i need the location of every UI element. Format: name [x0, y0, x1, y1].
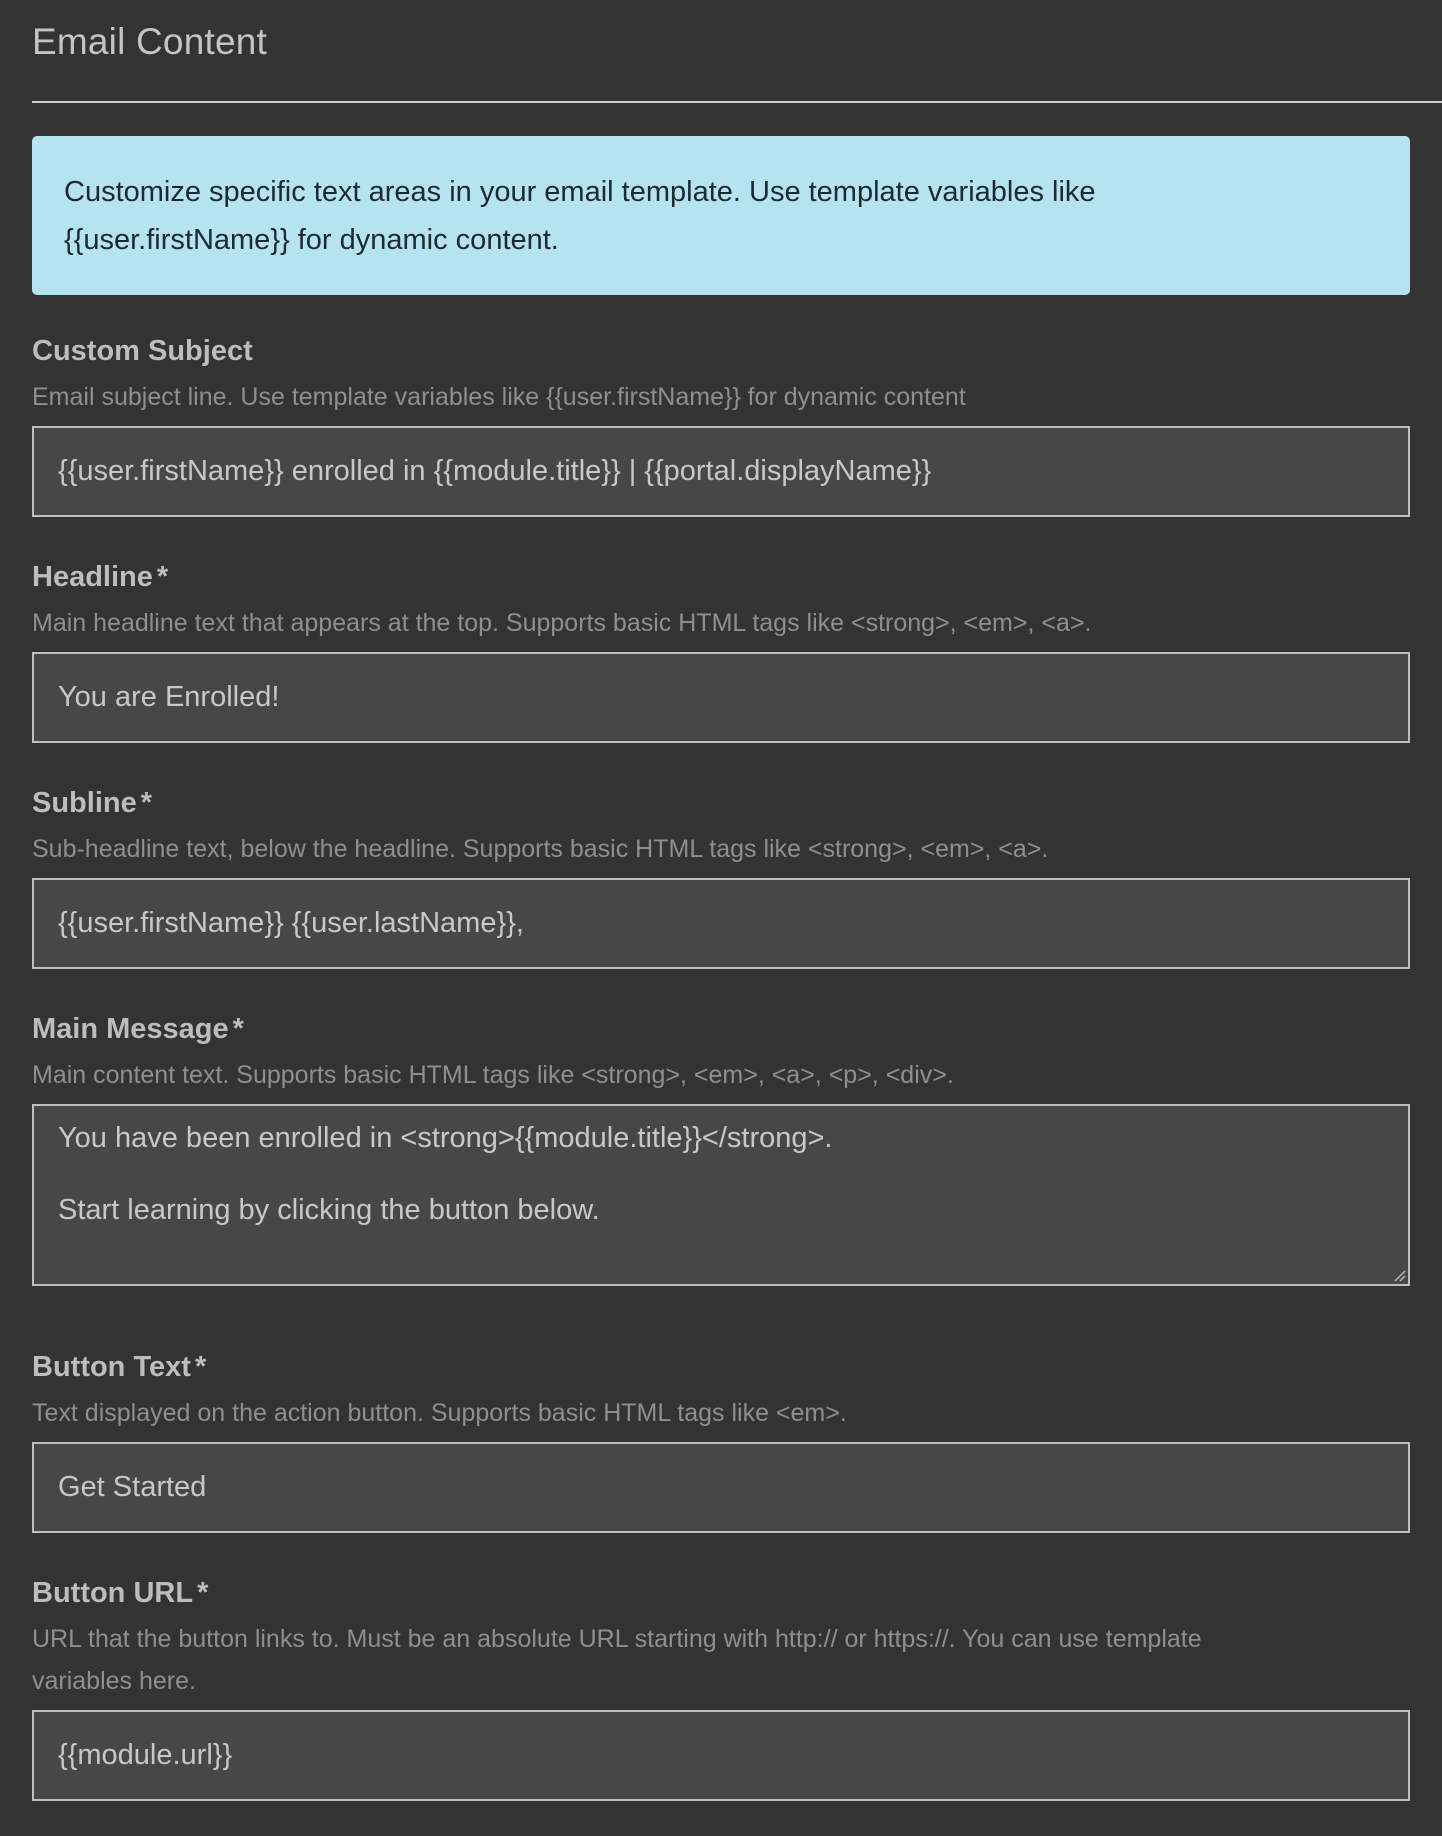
- custom-subject-help: Email subject line. Use template variables like {{user.firstName}} for dynamic content: [32, 383, 966, 411]
- resize-handle-icon[interactable]: [1392, 1268, 1406, 1282]
- button-text-help: Text displayed on the action button. Supports basic HTML tags like <em>.: [32, 1399, 847, 1427]
- button-url-field: [32, 1573, 1410, 1801]
- main-message-line-1: You have been enrolled in <strong>{{module.title}}</strong>.: [58, 1122, 833, 1154]
- custom-subject-label: Custom Subject: [32, 335, 253, 367]
- section-divider: [32, 101, 1442, 103]
- main-message-label: Main Message: [32, 1013, 229, 1045]
- main-message-help: Main content text. Supports basic HTML tags like <strong>, <em>, <a>, <p>, <div>.: [32, 1061, 954, 1089]
- subline-label: Subline: [32, 787, 137, 819]
- headline-help: Main headline text that appears at the top. Supports basic HTML tags like <strong>, <em>, <a>.: [32, 609, 1092, 637]
- button-text-field: [32, 1347, 1410, 1533]
- headline-label: Headline: [32, 561, 153, 593]
- subline-input[interactable]: {{user.firstName}} {{user.lastName}},: [32, 878, 1410, 969]
- custom-subject-field: [32, 331, 1410, 517]
- button-text-label: Button Text: [32, 1351, 191, 1383]
- button-url-help-line-2: variables here.: [32, 1667, 196, 1695]
- main-message-line-2: Start learning by clicking the button below.: [58, 1194, 600, 1226]
- button-url-input[interactable]: {{module.url}}: [32, 1710, 1410, 1801]
- button-url-help-line-1: URL that the button links to. Must be an absolute URL starting with http:// or https://. You can use template: [32, 1625, 1202, 1653]
- info-text-line-1: Customize specific text areas in your email template. Use template variables like: [64, 176, 1096, 208]
- required-marker: *: [140, 787, 153, 819]
- required-marker: *: [194, 1351, 207, 1383]
- subline-field: [32, 783, 1410, 969]
- required-marker: *: [232, 1013, 244, 1045]
- headline-input[interactable]: You are Enrolled!: [32, 652, 1410, 743]
- custom-subject-input[interactable]: {{user.firstName}} enrolled in {{module.title}} | {{portal.displayName}}: [32, 426, 1410, 517]
- required-marker: *: [156, 561, 169, 593]
- required-marker: *: [197, 1577, 209, 1609]
- subline-help: Sub-headline text, below the headline. Supports basic HTML tags like <strong>, <em>, <a>.: [32, 835, 1049, 863]
- main-message-textarea[interactable]: [32, 1104, 1410, 1286]
- headline-field: [32, 557, 1410, 743]
- info-text-line-2: {{user.firstName}} for dynamic content.: [64, 224, 559, 256]
- button-url-label: Button URL: [32, 1577, 194, 1609]
- email-content-panel: [32, 0, 1410, 81]
- section-title: Email Content: [32, 21, 267, 62]
- main-message-field: [32, 1009, 1410, 1286]
- info-alert: [32, 136, 1410, 295]
- button-text-input[interactable]: Get Started: [32, 1442, 1410, 1533]
